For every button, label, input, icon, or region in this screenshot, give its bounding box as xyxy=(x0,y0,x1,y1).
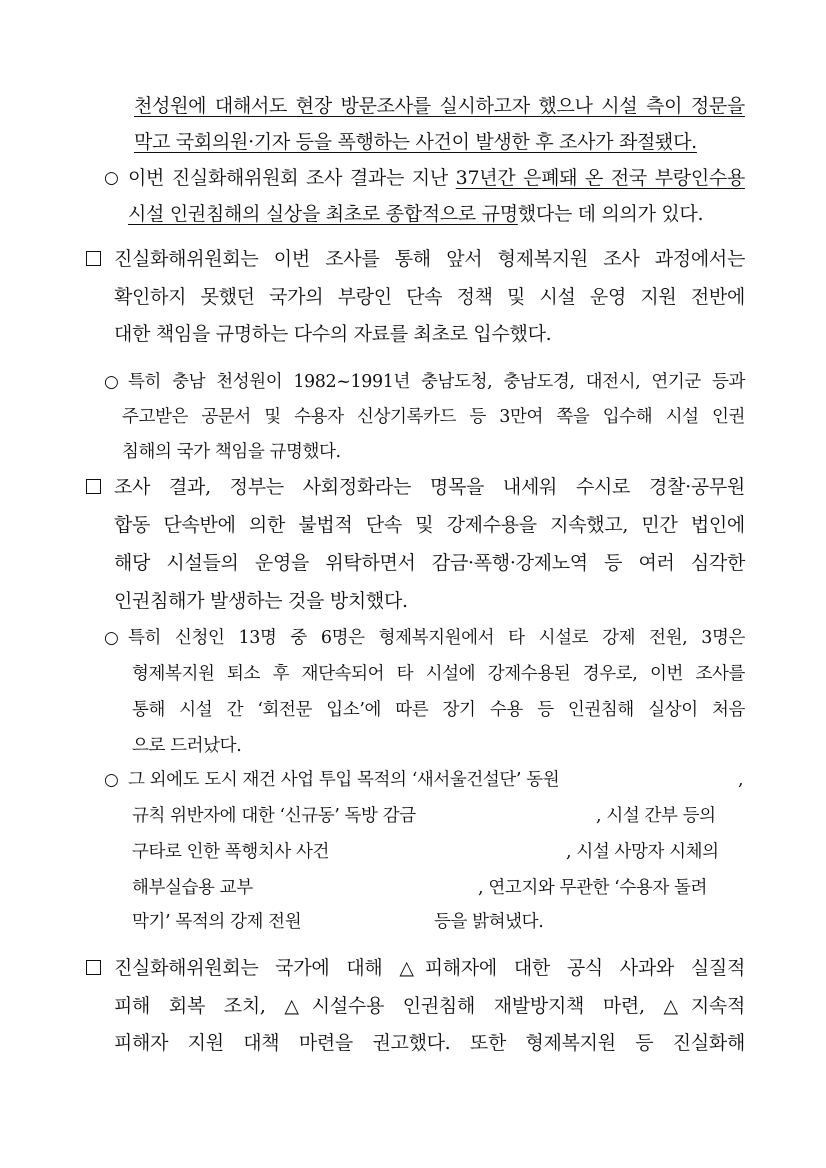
section2-sub1-line-2: 형제복지원 퇴소 후 재단속되어 타 시설에 강제수용된 경우로, 이번 조사를 xyxy=(132,664,745,684)
circle-bullet: ○ xyxy=(104,372,119,392)
section2-sub2-line-2a: 규칙 위반자에 대한 ‘신규동’ 독방 감금 xyxy=(132,806,416,826)
section1-line-1: 진실화해위원회는 이번 조사를 통해 앞서 형제복지원 조사 과정에서는 xyxy=(114,248,745,270)
significance-line-2 xyxy=(128,202,703,226)
square-bullet xyxy=(86,251,101,266)
section3-line-3: 피해자 지원 대책 마련을 권고했다. 또한 형제복지원 등 진실화해 xyxy=(114,1032,745,1054)
section2-line-4: 인권침해가 발생하는 것을 방치했다. xyxy=(114,590,408,612)
section2-sub2-line-1a: 그 외에도 도시 재건 사업 투입 목적의 ‘새서울건설단’ 동원 xyxy=(128,770,560,790)
section1-line-2: 확인하지 못했던 국가의 부랑인 단속 정책 및 시설 운영 지원 전반에 xyxy=(114,286,745,308)
section2-sub2-line-4b: , 연고지와 무관한 ‘수용자 돌려 xyxy=(478,878,708,898)
section2-line-3: 해당 시설들의 운영을 위탁하면서 감금·폭행·강제노역 등 여러 심각한 xyxy=(114,552,745,574)
significance-line-1-underlined: 37년간 은폐돼 온 전국 부랑인수용 xyxy=(455,167,745,189)
square-bullet xyxy=(86,479,101,494)
circle-bullet: ○ xyxy=(104,168,119,188)
section2-sub2-line-1b: , xyxy=(738,770,744,790)
intro-line-1: 천성원에 대해서도 현장 방문조사를 실시하고자 했으나 시설 측이 정문을 xyxy=(134,95,745,117)
significance-line-2-text: 했다는 데 의의가 있다. xyxy=(517,203,704,225)
section3-line-2: 피해 회복 조치, △시설수용 인권침해 재발방지책 마련, △지속적 xyxy=(114,995,745,1017)
circle-bullet: ○ xyxy=(104,628,119,648)
section2-line-2: 합동 단속반에 의한 불법적 단속 및 강제수용을 지속했고, 민간 법인에 xyxy=(114,514,745,536)
section2-sub1-line-4: 으로 드러났다. xyxy=(132,736,242,756)
section2-sub2-line-3a: 구타로 인한 폭행치사 사건 xyxy=(132,842,330,862)
section1-line-3: 대한 책임을 규명하는 다수의 자료를 최초로 입수했다. xyxy=(114,323,552,345)
significance-line-2-underlined: 시설 인권침해의 실상을 최초로 종합적으로 규명 xyxy=(128,203,518,225)
section2-sub2-line-5a: 막기’ 목적의 강제 전원 xyxy=(132,912,302,932)
circle-bullet: ○ xyxy=(104,770,119,790)
section1-sub-line-3: 침해의 국가 책임을 규명했다. xyxy=(122,442,341,462)
section2-sub1-line-1: 특히 신청인 13명 중 6명은 형제복지원에서 타 시설로 강제 전원, 3명은 xyxy=(128,628,745,648)
significance-line-1 xyxy=(128,166,745,190)
section2-line-1: 조사 결과, 정부는 사회정화라는 명목을 내세워 수시로 경찰·공무원 xyxy=(114,476,745,498)
section1-sub-line-2: 주고받은 공문서 및 수용자 신상기록카드 등 3만여 쪽을 입수해 시설 인권 xyxy=(122,407,745,427)
square-bullet xyxy=(86,960,101,975)
section2-sub2-line-5b: 등을 밝혀냈다. xyxy=(434,912,544,932)
intro-line-2: 막고 국회의원·기자 등을 폭행하는 사건이 발생한 후 조사가 좌절됐다. xyxy=(134,131,697,153)
section2-sub2-line-2b: , 시설 간부 등의 xyxy=(596,806,716,826)
section2-sub2-line-3b: , 시설 사망자 시체의 xyxy=(566,842,719,862)
significance-line-1-text: 이번 진실화해위원회 조사 결과는 지난 xyxy=(128,167,456,189)
section1-sub-line-1: 특히 충남 천성원이 1982~1991년 충남도청, 충남도경, 대전시, 연기군 등과 xyxy=(128,372,745,392)
section2-sub1-line-3: 통해 시설 간 ‘회전문 입소’에 따른 장기 수용 등 인권침해 실상이 처음 xyxy=(132,700,745,720)
section3-line-1: 진실화해위원회는 국가에 대해 △피해자에 대한 공식 사과와 실질적 xyxy=(114,957,745,979)
section2-sub2-line-4a: 해부실습용 교부 xyxy=(132,878,253,898)
